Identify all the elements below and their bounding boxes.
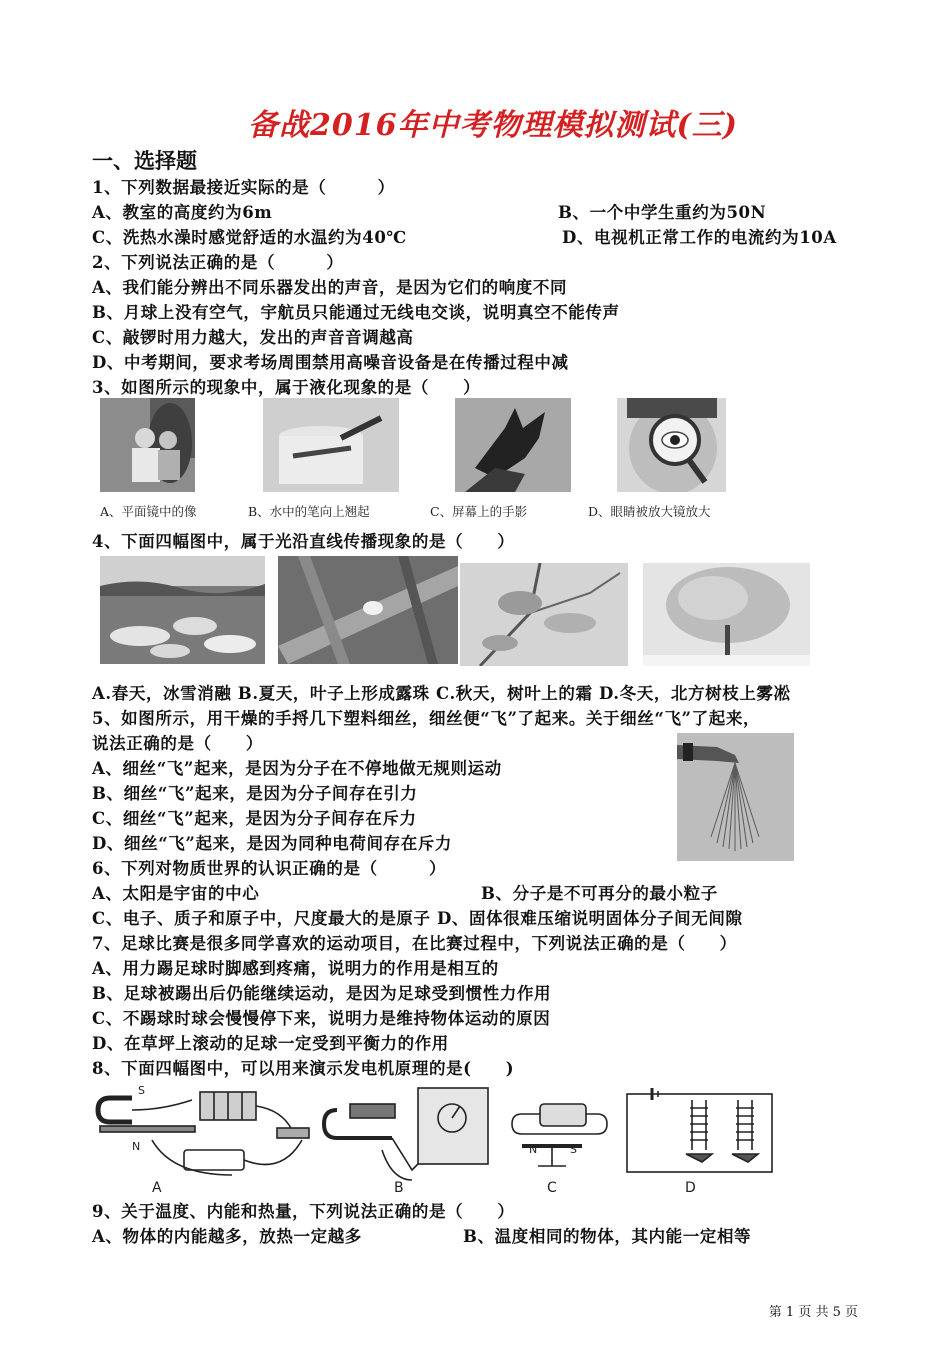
q8-stem: 8、下面四幅图中，可以用来演示发电机原理的是( ) bbox=[92, 1059, 515, 1078]
q8-diagram-b bbox=[324, 1088, 488, 1180]
q8-label-a: A bbox=[152, 1180, 162, 1195]
q2-option-a: A、我们能分辨出不同乐器发出的声音，是因为它们的响度不同 bbox=[92, 278, 568, 297]
q3-caption-c: C、屏幕上的手影 bbox=[430, 504, 528, 519]
q9-option-a: A、物体的内能越多，放热一定越多 bbox=[92, 1227, 362, 1246]
q9-option-b: B、温度相同的物体，其内能一定相等 bbox=[463, 1227, 752, 1246]
q5-stem-line1: 5、如图所示，用干燥的手捋几下塑料细丝，细丝便“飞”了起来。关于细丝“飞”了起来， bbox=[92, 709, 761, 728]
q7-option-a: A、用力踢足球时脚感到疼痛，说明力的作用是相互的 bbox=[92, 959, 499, 978]
q6-stem: 6、下列对物质世界的认识正确的是（ ） bbox=[92, 859, 447, 878]
q3-photo-hand-shadow bbox=[455, 398, 571, 492]
section-heading: 一、选择题 bbox=[92, 149, 197, 173]
q5-option-d: D、细丝“飞”起来，是因为同种电荷间存在斥力 bbox=[92, 834, 452, 853]
q4-photo-winter bbox=[643, 563, 810, 666]
q4-photo-spring bbox=[100, 556, 265, 664]
q7-option-b: B、足球被踢出后仍能继续运动，是因为足球受到惯性力作用 bbox=[92, 984, 552, 1003]
q5-option-a: A、细丝“飞”起来，是因为分子在不停地做无规则运动 bbox=[92, 759, 502, 778]
q2-option-d: D、中考期间，要求考场周围禁用高噪音设备是在传播过程中减 bbox=[92, 353, 569, 372]
q3-photo-magnifier bbox=[617, 398, 726, 492]
q2-stem: 2、下列说法正确的是（ ） bbox=[92, 253, 344, 272]
q3-photo-pencil-in-water bbox=[263, 398, 399, 492]
q3-caption-d: D、眼睛被放大镜放大 bbox=[588, 504, 711, 519]
q6-option-cd: C、电子、质子和原子中，尺度最大的是原子 D、固体很难压缩说明固体分子间无间隙 bbox=[92, 909, 743, 928]
page-title: 备战2016年中考物理模拟测试(三) bbox=[248, 108, 738, 143]
q3-caption-a: A、平面镜中的像 bbox=[100, 504, 197, 519]
q5-photo-plastic-strings bbox=[677, 733, 794, 861]
q5-option-b: B、细丝“飞”起来，是因为分子间存在引力 bbox=[92, 784, 418, 803]
q5-stem-line2: 说法正确的是（ ） bbox=[92, 734, 263, 753]
q8-magnet-s-label: S bbox=[138, 1084, 145, 1097]
q8-compass-n-label: N bbox=[529, 1143, 538, 1156]
q1-option-d: D、电视机正常工作的电流约为10A bbox=[562, 228, 837, 247]
q4-stem: 4、下面四幅图中，属于光沿直线传播现象的是（ ） bbox=[92, 532, 515, 551]
q8-diagram-d bbox=[627, 1088, 772, 1172]
q3-stem: 3、如图所示的现象中，属于液化现象的是（ ） bbox=[92, 378, 481, 397]
q1-stem: 1、下列数据最接近实际的是（ ） bbox=[92, 178, 395, 197]
q2-option-b: B、月球上没有空气，宇航员只能通过无线电交谈，说明真空不能传声 bbox=[92, 303, 620, 322]
q3-caption-b: B、水中的笔向上翘起 bbox=[248, 504, 370, 519]
q1-option-b: B、一个中学生重约为50N bbox=[558, 203, 767, 222]
q8-label-c: C bbox=[547, 1180, 557, 1195]
q4-options: A.春天，冰雪消融 B.夏天，叶子上形成露珠 C.秋天，树叶上的霜 D.冬天，北方树枝上雾凇 bbox=[92, 684, 791, 703]
q8-diagram-a bbox=[98, 1092, 309, 1175]
q9-stem: 9、关于温度、内能和热量，下列说法正确的是（ ） bbox=[92, 1202, 515, 1221]
q7-option-c: C、不踢球时球会慢慢停下来，说明力是维持物体运动的原因 bbox=[92, 1009, 551, 1028]
q8-diagrams bbox=[92, 1080, 792, 1195]
q8-diagram-c bbox=[512, 1104, 607, 1166]
q8-label-b: B bbox=[394, 1180, 404, 1195]
q8-compass-s-label: S bbox=[570, 1143, 577, 1156]
q6-option-a: A、太阳是宇宙的中心 bbox=[92, 884, 260, 903]
q1-option-c: C、洗热水澡时感觉舒适的水温约为40℃ bbox=[92, 228, 407, 247]
q2-option-c: C、敲锣时用力越大，发出的声音音调越高 bbox=[92, 328, 414, 347]
q7-option-d: D、在草坪上滚动的足球一定受到平衡力的作用 bbox=[92, 1034, 449, 1053]
q4-photo-summer bbox=[278, 556, 458, 664]
q1-option-a: A、教室的高度约为6m bbox=[92, 203, 273, 222]
q3-photo-mirror bbox=[100, 398, 195, 492]
q4-photo-autumn bbox=[460, 563, 628, 666]
q8-label-d: D bbox=[685, 1180, 696, 1195]
q7-stem: 7、足球比赛是很多同学喜欢的运动项目，在比赛过程中，下列说法正确的是（ ） bbox=[92, 934, 737, 953]
q6-option-b: B、分子是不可再分的最小粒子 bbox=[481, 884, 718, 903]
q8-magnet-n-label: N bbox=[132, 1140, 141, 1153]
page-footer: 第 1 页 共 5 页 bbox=[768, 1305, 858, 1320]
q5-option-c: C、细丝“飞”起来，是因为分子间存在斥力 bbox=[92, 809, 417, 828]
